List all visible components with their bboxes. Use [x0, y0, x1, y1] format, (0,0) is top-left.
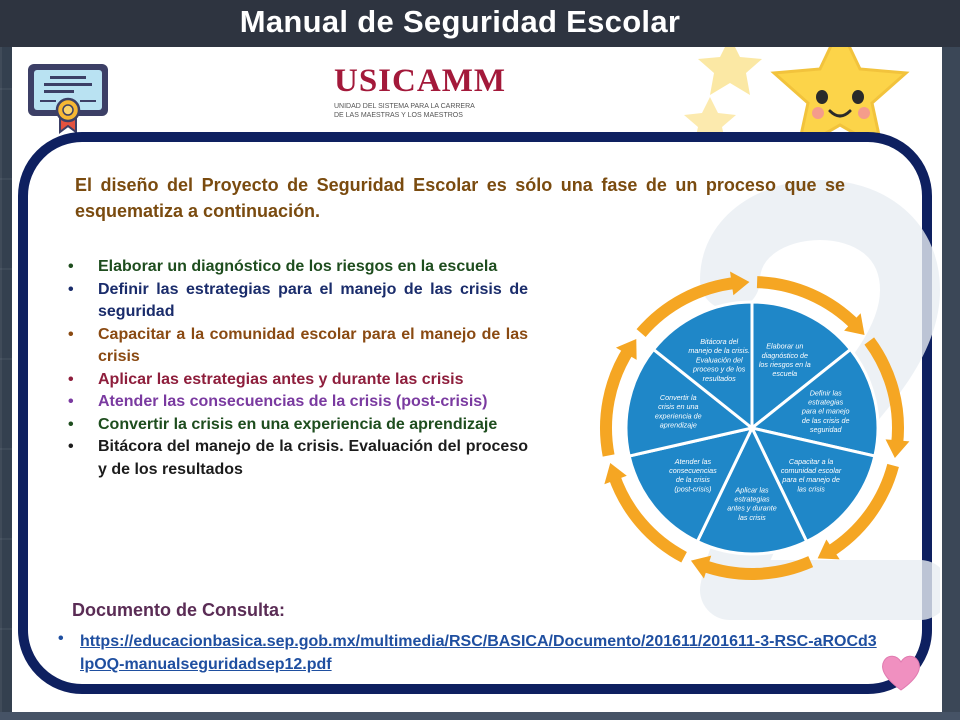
cycle-label-line: Atender las — [674, 456, 712, 466]
cycle-label-line: Convertir la — [659, 392, 697, 402]
consulta-link[interactable]: https://educacionbasica.sep.gob.mx/multimedia/RSC/BASICA/Documento/201611/201611-3-RSC-aROCd3lpOQ-manualseguridadsep12.pdf — [80, 633, 877, 673]
cycle-label-line: Bitácora del — [700, 336, 739, 346]
cycle-label-line: seguridad — [809, 425, 842, 435]
cycle-label-line: manejo de la crisis. — [688, 346, 750, 356]
cycle-label-line: Capacitar a la — [788, 456, 834, 466]
cycle-arrow-head — [730, 272, 749, 296]
cycle-label-line: estrategias — [808, 397, 844, 407]
process-steps-list — [62, 256, 528, 481]
process-step-text: Bitácora del manejo de la crisis. Evaluación del proceso y de los resultados — [98, 438, 528, 478]
cycle-label-line: diagnóstico de — [761, 350, 808, 360]
cycle-label-line: las crisis — [797, 484, 825, 494]
process-step-text: Convertir la crisis en una experiencia de aprendizaje — [98, 415, 498, 433]
consulta-link-item — [58, 630, 878, 676]
cycle-label-line: escuela — [772, 369, 798, 379]
cycle-label-line: aprendizaje — [659, 420, 697, 430]
cycle-label-line: de la crisis — [675, 475, 710, 485]
bullet: • — [58, 630, 64, 647]
process-step-item — [62, 414, 528, 437]
cycle-label-line: resultados — [702, 373, 736, 383]
cycle-label-line: crisis en una — [658, 402, 699, 412]
cycle-label-line: (post-crisis) — [674, 484, 712, 494]
logo-subtitle-line2: DE LAS MAESTRAS Y LOS MAESTROS — [334, 112, 463, 119]
bullet: • — [68, 393, 74, 410]
process-step-item — [62, 256, 528, 279]
logo-subtitle — [334, 102, 514, 120]
intro-paragraph: El diseño del Proyecto de Seguridad Escolar es sólo una fase de un proceso que se esquematiza a continuación. — [75, 175, 845, 221]
process-step-item — [62, 324, 528, 369]
process-step-text: Capacitar a la comunidad escolar para el manejo de las crisis — [98, 325, 528, 365]
bullet: • — [68, 280, 74, 298]
title-bar — [0, 0, 960, 47]
process-step-item — [62, 279, 528, 324]
cycle-label-line: para el manejo de — [782, 475, 840, 485]
cycle-label-line: de las crisis de — [801, 415, 850, 425]
cycle-label-line: consecuencias — [669, 466, 717, 476]
process-step-text: Elaborar un diagnóstico de los riesgos en la escuela — [98, 258, 498, 275]
cycle-label-line: experiencia de — [654, 411, 702, 421]
usicamm-logo — [334, 64, 514, 120]
heart-icon — [880, 652, 922, 692]
bullet: • — [68, 370, 74, 388]
certificate-icon — [26, 62, 110, 134]
process-step-text: Atender las consecuencias de la crisis (post-crisis) — [98, 393, 488, 410]
page-title: Manual de Seguridad Escolar — [239, 4, 681, 39]
cycle-label-line: estrategias — [734, 494, 770, 504]
cycle-label-line: comunidad escolar — [780, 466, 842, 476]
cycle-label-line: Definir las — [809, 388, 842, 398]
cycle-arrow-head — [886, 439, 910, 458]
cycle-label-line: Evaluación del — [695, 355, 743, 365]
process-step-text: Aplicar las estrategias antes y durante las crisis — [98, 370, 464, 388]
consulta-heading: Documento de Consulta: — [72, 600, 286, 620]
process-step-text: Definir las estrategias para el manejo de las crisis de seguridad — [98, 280, 528, 320]
cycle-arrow-arc — [703, 562, 811, 574]
bullet: • — [68, 258, 74, 275]
process-step-item — [62, 436, 528, 481]
bullet: • — [68, 415, 74, 433]
process-step-item — [62, 369, 528, 392]
bullet: • — [68, 438, 74, 455]
cycle-label-line: Aplicar las — [735, 485, 769, 495]
cycle-label-line: proceso y de los — [693, 364, 746, 374]
crisis-cycle-diagram — [594, 270, 910, 586]
cycle-label-line: los riesgos en la — [758, 359, 811, 369]
cycle-label-line: Elaborar un — [766, 341, 804, 351]
bottom-edge — [0, 712, 960, 720]
process-step-item — [62, 391, 528, 414]
cycle-segment-label — [669, 457, 717, 494]
right-edge — [942, 47, 960, 712]
cycle-segment-label — [655, 393, 702, 430]
cycle-label-line: las crisis — [738, 512, 766, 522]
bullet: • — [68, 325, 74, 343]
cycle-label-line: para el manejo — [801, 406, 850, 416]
cycle-label-line: antes y durante — [727, 503, 777, 513]
logo-subtitle-line1: UNIDAD DEL SISTEMA PARA LA CARRERA — [334, 103, 475, 110]
logo-brand: USICAMM — [334, 63, 506, 99]
